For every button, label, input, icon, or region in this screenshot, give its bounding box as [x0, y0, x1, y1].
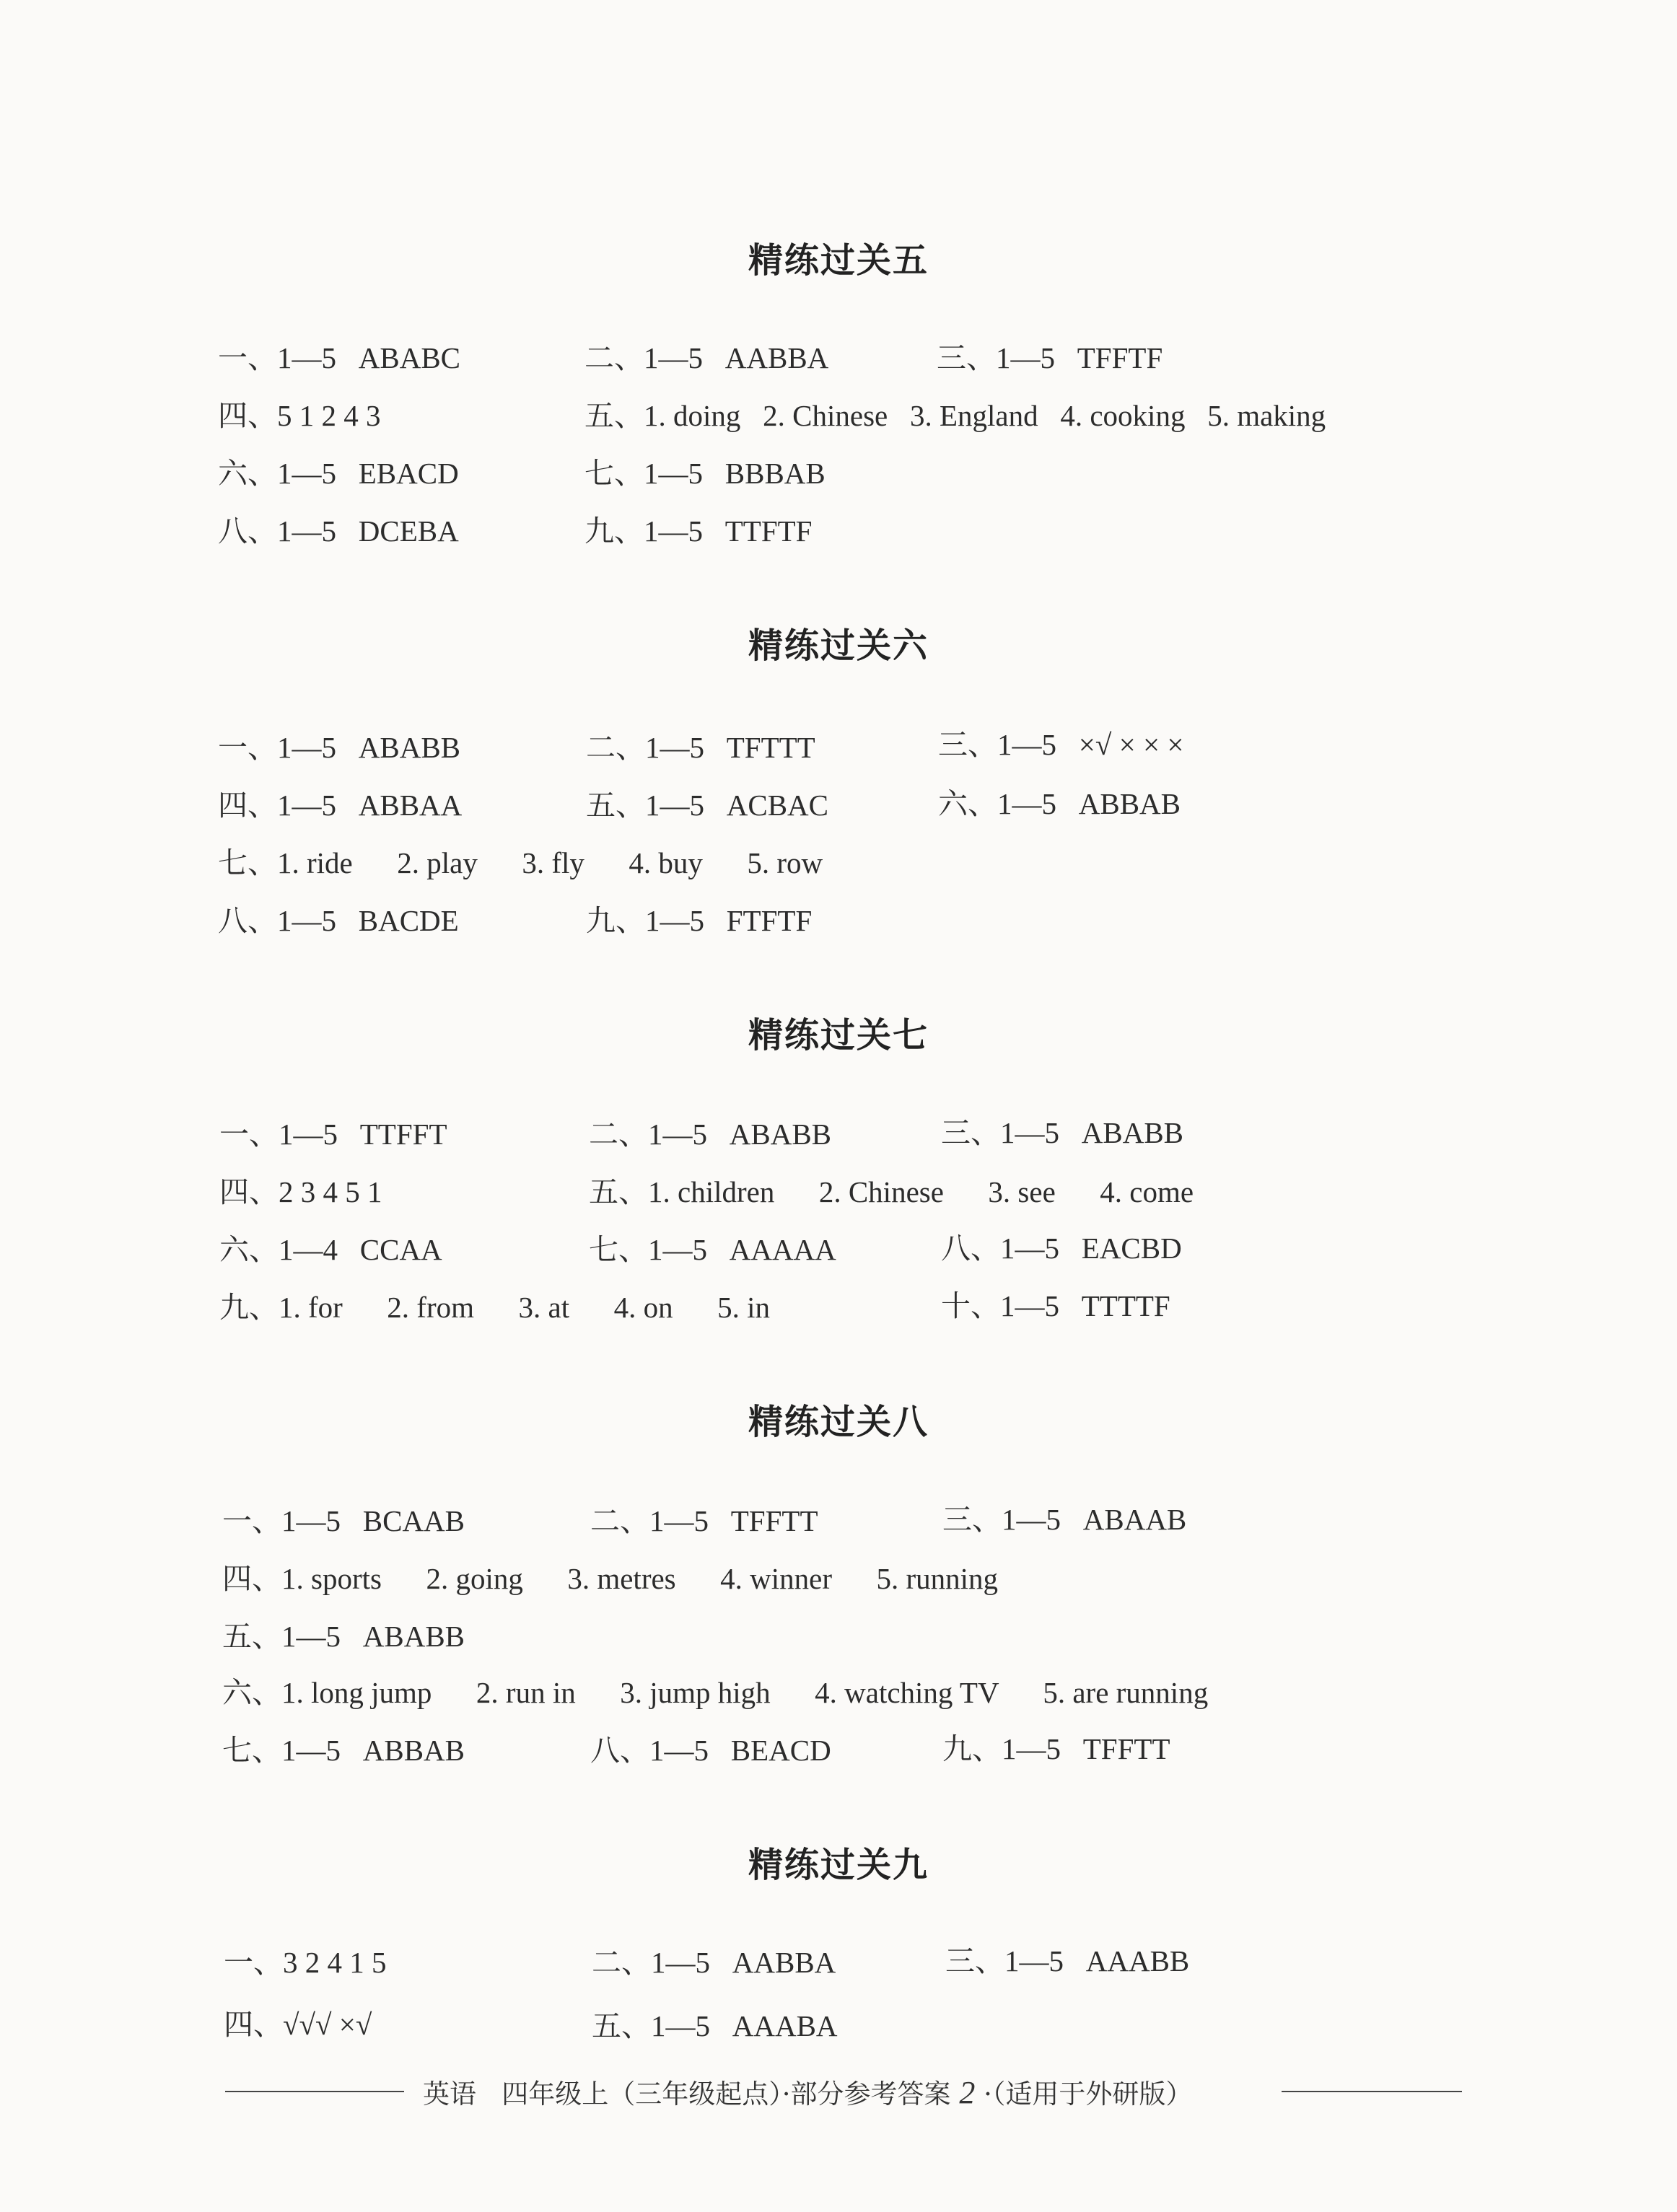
answer-item: 八、1—5 EACBD	[941, 1232, 1182, 1265]
answer-item: 二、1—5 TFTTT	[586, 731, 815, 764]
answer-item: 九、1—5 FTFTF	[586, 904, 813, 937]
answer-item: 三、1—5 TFFTF	[937, 341, 1163, 374]
footer-rule-left	[225, 2091, 404, 2092]
answer-item: 九、1—5 TTFTF	[584, 514, 813, 548]
answer-item: 十、1—5 TTTTF	[941, 1289, 1170, 1322]
answer-item: 五、1—5 AAABA	[592, 2009, 838, 2042]
footer-rule-right	[1282, 2091, 1462, 2092]
section-title: 精练过关六	[748, 626, 929, 666]
answer-item: 三、1—5 AAABB	[945, 1944, 1190, 1978]
page-number: 2	[959, 2075, 976, 2110]
answer-item: 二、1—5 ABABB	[589, 1118, 832, 1151]
answer-item: 三、1—5 ×√ × × ×	[938, 728, 1184, 761]
answer-item: 七、1—5 ABBAB	[222, 1734, 465, 1767]
answer-item: 九、1—5 TFFTT	[942, 1732, 1170, 1765]
answer-item: 六、1. long jump 2. run in 3. jump high 4. watching TV 5. are running	[222, 1676, 1209, 1709]
answer-item: 七、1—5 BBBAB	[584, 457, 826, 490]
footer-label: 英语 四年级上（三年级起点）·部分参考答案	[423, 2079, 960, 2110]
answer-item: 七、1. ride 2. play 3. fly 4. buy 5. row	[218, 846, 823, 879]
answer-item: 七、1—5 AAAAA	[589, 1233, 836, 1266]
answer-item: 四、5 1 2 4 3	[218, 399, 381, 432]
answer-item: 三、1—5 ABABB	[941, 1116, 1184, 1149]
section-title: 精练过关九	[748, 1845, 929, 1885]
answer-item: 六、1—4 CCAA	[219, 1233, 442, 1266]
answer-item: 四、1—5 ABBAA	[218, 789, 463, 822]
section-title: 精练过关五	[748, 240, 929, 281]
answer-item: 八、1—5 DCEBA	[218, 514, 459, 548]
answer-item: 五、1. doing 2. Chinese 3. England 4. cooking 5. making	[584, 399, 1326, 432]
answer-item: 一、1—5 TTFFT	[219, 1118, 447, 1151]
answer-item: 五、1—5 ABABB	[222, 1620, 465, 1653]
answer-item: 四、1. sports 2. going 3. metres 4. winner 5. running	[222, 1562, 999, 1595]
answer-item: 二、1—5 AABBA	[592, 1946, 836, 1979]
footer-edition: ·（适用于外研版）	[975, 2079, 1193, 2110]
answer-item: 八、1—5 BACDE	[218, 904, 459, 937]
section-title: 精练过关七	[748, 1015, 929, 1055]
answer-item: 四、2 3 4 5 1	[219, 1175, 382, 1208]
answer-item: 一、1—5 ABABC	[218, 341, 461, 374]
answer-item: 二、1—5 TFFTT	[590, 1504, 818, 1537]
section-title: 精练过关八	[748, 1402, 929, 1442]
answer-item: 九、1. for 2. from 3. at 4. on 5. in	[219, 1291, 770, 1324]
answer-item: 一、3 2 4 1 5	[224, 1946, 387, 1979]
answer-item: 五、1. children 2. Chinese 3. see 4. come	[589, 1175, 1194, 1208]
answer-item: 六、1—5 EBACD	[218, 457, 459, 490]
answer-item: 二、1—5 AABBA	[584, 341, 829, 374]
answer-item: 三、1—5 ABAAB	[942, 1503, 1187, 1536]
footer-text	[423, 2072, 1192, 2111]
answer-item: 六、1—5 ABBAB	[938, 787, 1181, 820]
answer-item: 八、1—5 BEACD	[590, 1734, 831, 1767]
answer-item: 五、1—5 ACBAC	[586, 789, 829, 822]
answer-item: 一、1—5 BCAAB	[222, 1504, 465, 1537]
answer-item: 一、1—5 ABABB	[218, 731, 461, 764]
page-footer	[0, 2069, 1677, 2112]
answer-item: 四、√√√ ×√	[224, 2008, 372, 2041]
